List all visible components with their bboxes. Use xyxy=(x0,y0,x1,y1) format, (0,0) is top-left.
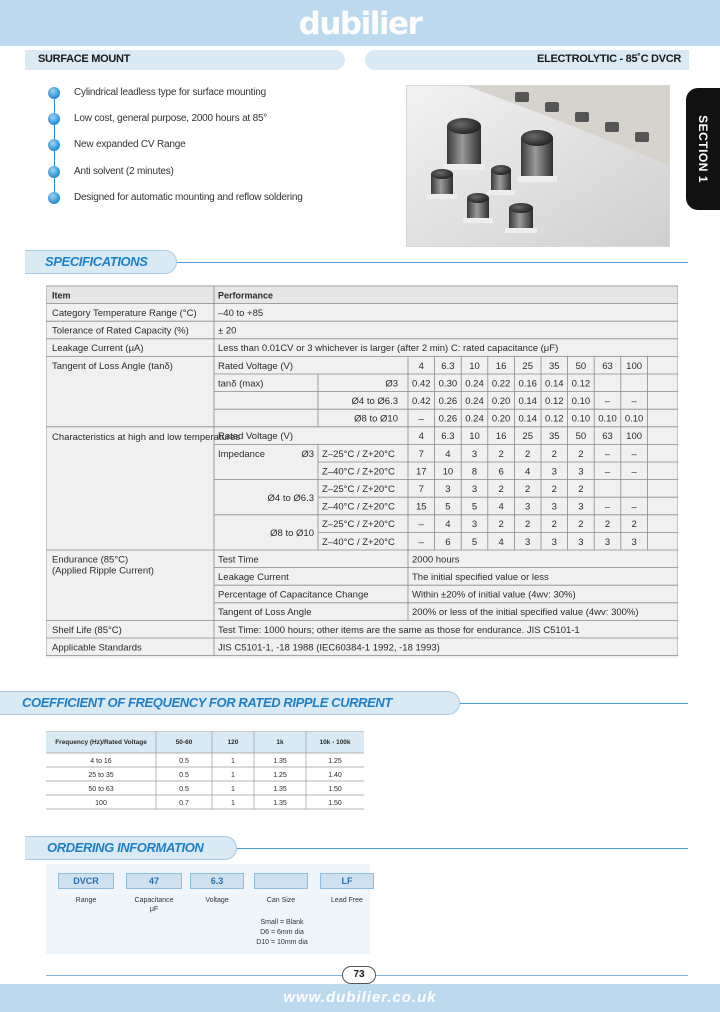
impedance-value: – xyxy=(631,466,637,478)
row-label: Leakage Current (μA) xyxy=(52,343,144,355)
row-label: Tangent of Loss Angle (tanδ) xyxy=(52,360,173,372)
freq-cell: 25 to 35 xyxy=(88,772,114,779)
footer-url: www.dubilier.co.uk xyxy=(283,989,437,1006)
header-right-tab xyxy=(365,50,689,70)
feature-text: New expanded CV Range xyxy=(74,139,186,151)
impedance-value: – xyxy=(604,501,611,513)
freq-header-cell: Frequency (Hz)/Rated Voltage xyxy=(55,739,147,746)
case-size: Ø8 to Ø10 xyxy=(354,413,398,425)
impedance-ratio: Z–40°C / Z+20°C xyxy=(322,466,395,478)
endurance-value: 200% or less of the initial specified value (4wv: 300%) xyxy=(412,607,639,619)
freq-cell: 1.35 xyxy=(273,800,287,807)
impedance-value: 3 xyxy=(551,536,557,548)
feature-item xyxy=(48,84,348,110)
voltage-value: 35 xyxy=(549,360,560,372)
row-label: Impedance xyxy=(218,448,266,460)
voltage-value: 25 xyxy=(522,360,533,372)
endurance-label: Percentage of Capacitance Change xyxy=(218,589,369,601)
freq-cell: 1.25 xyxy=(328,758,342,765)
row-value: Test Time: 1000 hours; other items are the same as those for endurance. JIS C5101-1 xyxy=(218,624,580,636)
impedance-ratio: Z–25°C / Z+20°C xyxy=(322,519,395,531)
frequency-table xyxy=(46,731,364,811)
row-label: Characteristics at high and low temperatures xyxy=(52,432,240,444)
impedance-value: 3 xyxy=(578,466,584,478)
impedance-value: 5 xyxy=(471,536,478,548)
tan-value: – xyxy=(631,396,637,407)
impedance-value: 7 xyxy=(418,448,424,460)
freq-header-cell: 10k - 100k xyxy=(319,739,351,746)
impedance-value: 6 xyxy=(498,466,504,478)
bullet-icon xyxy=(48,87,60,99)
impedance-value: 7 xyxy=(418,484,424,495)
impedance-value: 2 xyxy=(631,519,637,531)
freq-cell: 100 xyxy=(95,800,107,807)
case-size: Ø3 xyxy=(385,378,398,390)
voltage-value: 4 xyxy=(418,431,424,443)
freq-cell: 0.5 xyxy=(179,772,189,779)
freq-cell: 0.5 xyxy=(179,786,189,793)
order-code-capacitance: 47 xyxy=(126,873,182,889)
tan-value: 0.12 xyxy=(571,378,591,390)
tan-value: 0.42 xyxy=(412,396,431,407)
can-size-note: D6 = 6mm dia xyxy=(260,929,304,936)
ordering-heading: ORDERING INFORMATION xyxy=(47,840,204,855)
heading-rule xyxy=(177,262,688,263)
frequency-heading-bar xyxy=(0,691,460,715)
impedance-value: 3 xyxy=(471,448,478,460)
tan-value: 0.20 xyxy=(491,413,511,425)
row-label: Category Temperature Range (°C) xyxy=(52,308,197,319)
impedance-value: 2 xyxy=(498,484,504,495)
order-code-voltage: 6.3 xyxy=(190,873,244,889)
endurance-value: 2000 hours xyxy=(412,554,460,566)
brand-logo: dubilier xyxy=(298,6,422,42)
impedance-ratio: Z–40°C / Z+20°C xyxy=(322,501,395,513)
frequency-table-grid xyxy=(46,731,364,811)
bullet-icon xyxy=(48,113,60,125)
tan-value: – xyxy=(418,413,424,425)
tan-value: 0.24 xyxy=(465,396,484,407)
impedance-value: 2 xyxy=(525,448,531,460)
impedance-value: 10 xyxy=(442,466,454,478)
feature-item xyxy=(48,189,348,215)
impedance-value: 3 xyxy=(631,536,637,548)
impedance-value: – xyxy=(418,536,424,548)
category-label: SURFACE MOUNT xyxy=(38,53,131,65)
order-caption-range: Range xyxy=(75,897,97,904)
row-label: Applicable Standards xyxy=(52,642,142,654)
impedance-value: 2 xyxy=(551,484,557,495)
voltage-value: 100 xyxy=(626,431,643,443)
section-tab-label: SECTION 1 xyxy=(696,115,710,183)
impedance-value: 3 xyxy=(525,536,531,548)
product-label: ELECTROLYTIC - 85˚C DVCR xyxy=(537,53,681,65)
freq-cell: 1 xyxy=(231,758,235,765)
tan-value: 0.30 xyxy=(438,378,458,390)
voltage-value: 50 xyxy=(575,360,587,372)
impedance-value: 2 xyxy=(604,519,611,531)
impedance-value: – xyxy=(604,466,611,478)
bullet-icon xyxy=(48,192,60,204)
freq-cell: 1.35 xyxy=(273,758,287,765)
impedance-value: 15 xyxy=(416,501,427,513)
freq-cell: 1.25 xyxy=(273,772,287,779)
tan-value: 0.14 xyxy=(518,396,537,407)
impedance-value: 3 xyxy=(551,501,557,513)
freq-cell: 1.50 xyxy=(328,786,342,793)
row-value: JIS C5101-1, -18 1988 (IEC60384-1 1992, -18 1993) xyxy=(218,642,440,654)
feature-item xyxy=(48,136,348,162)
endurance-value: Within ±20% of initial value (4wv: 30%) xyxy=(412,589,576,601)
heading-rule xyxy=(460,703,688,704)
feature-text: Cylindrical leadless type for surface mounting xyxy=(74,87,267,98)
tan-value: 0.24 xyxy=(465,378,484,390)
voltage-value: 25 xyxy=(522,431,533,443)
table-header-background xyxy=(46,286,678,304)
impedance-value: 2 xyxy=(578,448,584,460)
voltage-value: 6.3 xyxy=(441,431,455,443)
freq-cell: 1.50 xyxy=(328,800,342,807)
order-caption-capacitance: Capacitance μF xyxy=(134,897,174,913)
tan-value: 0.24 xyxy=(465,413,484,425)
tan-value: 0.10 xyxy=(624,413,644,425)
freq-cell: 50 to 63 xyxy=(88,786,114,793)
tan-value: 0.12 xyxy=(545,413,564,425)
row-label: Rated Voltage (V) xyxy=(218,431,293,443)
impedance-value: 3 xyxy=(525,501,531,513)
impedance-value: 2 xyxy=(551,519,557,531)
row-label: Tolerance of Rated Capacity (%) xyxy=(52,325,189,337)
freq-cell: 1 xyxy=(231,772,235,779)
header-bar xyxy=(25,50,689,70)
tan-value: 0.10 xyxy=(598,413,617,425)
impedance-value: – xyxy=(631,501,637,513)
specifications-table-grid xyxy=(46,285,678,658)
impedance-value: 5 xyxy=(445,501,451,513)
tan-value: 0.16 xyxy=(518,378,537,390)
impedance-value: 2 xyxy=(551,448,557,460)
impedance-value: 3 xyxy=(445,484,451,495)
row-value: Less than 0.01CV or 3 whichever is larger (after 2 min) C: rated capacitance (μF) xyxy=(218,343,559,355)
voltage-value: 6.3 xyxy=(441,360,455,372)
tan-value: 0.14 xyxy=(518,413,537,425)
header-left-tab xyxy=(25,50,345,70)
feature-text: Anti solvent (2 minutes) xyxy=(74,165,174,177)
endurance-label: Leakage Current xyxy=(218,572,289,583)
freq-cell: 1 xyxy=(231,786,235,793)
tan-value: 0.12 xyxy=(545,396,564,407)
case-size: Ø3 xyxy=(301,448,314,460)
heading-rule xyxy=(237,848,688,849)
can-size-note: Small = Blank xyxy=(260,919,304,926)
tan-value: 0.26 xyxy=(438,413,458,425)
freq-cell: 0.5 xyxy=(179,758,189,765)
section-tab xyxy=(686,88,720,210)
feature-text: Designed for automatic mounting and reflow soldering xyxy=(74,191,303,203)
tan-value: 0.42 xyxy=(412,378,431,390)
feature-text: Low cost, general purpose, 2000 hours at 85° xyxy=(74,113,268,125)
row-label: Endurance (85°C) xyxy=(52,554,129,566)
tan-value: – xyxy=(604,396,611,407)
freq-header-cell: 50-60 xyxy=(175,739,193,746)
impedance-value: 3 xyxy=(551,466,557,478)
impedance-ratio: Z–25°C / Z+20°C xyxy=(322,484,395,495)
freq-header-cell: 1k xyxy=(276,739,284,746)
order-code-can-size xyxy=(254,873,308,889)
product-photo xyxy=(406,85,670,247)
specifications-heading: SPECIFICATIONS xyxy=(45,254,148,269)
impedance-value: – xyxy=(604,448,611,460)
order-caption-voltage: Voltage xyxy=(205,897,229,904)
tan-value: 0.14 xyxy=(545,378,564,390)
voltage-value: 35 xyxy=(549,431,560,443)
voltage-value: 10 xyxy=(469,431,480,443)
impedance-value: – xyxy=(631,448,637,460)
case-size: Ø4 to Ø6.3 xyxy=(351,396,398,407)
tan-value: 0.10 xyxy=(571,413,591,425)
impedance-value: 2 xyxy=(498,448,504,460)
impedance-value: 4 xyxy=(525,466,531,478)
impedance-value: – xyxy=(418,519,424,531)
order-code-range: DVCR xyxy=(58,873,114,889)
case-size: Ø8 to Ø10 xyxy=(270,528,314,540)
endurance-label: Test Time xyxy=(218,554,259,566)
feature-list xyxy=(48,84,348,215)
freq-cell: 1.40 xyxy=(328,772,342,779)
row-value: ± 20 xyxy=(218,325,237,337)
tan-value: 0.26 xyxy=(438,396,458,407)
impedance-ratio: Z–40°C / Z+20°C xyxy=(322,536,395,548)
freq-header-cell: 120 xyxy=(227,739,239,746)
impedance-value: 4 xyxy=(498,536,504,548)
voltage-value: 10 xyxy=(469,360,480,372)
voltage-value: 63 xyxy=(602,360,613,372)
page-number: 73 xyxy=(342,966,376,984)
voltage-value: 16 xyxy=(495,431,507,443)
can-size-note: D10 = 10mm dia xyxy=(256,939,308,946)
impedance-value: 5 xyxy=(471,501,478,513)
row-label: tanδ (max) xyxy=(218,378,264,390)
header-item: Item xyxy=(52,290,71,301)
ordering-heading-bar xyxy=(25,836,237,860)
bullet-icon xyxy=(48,166,60,178)
voltage-value: 63 xyxy=(602,431,613,443)
impedance-value: 8 xyxy=(471,466,478,478)
freq-cell: 1.35 xyxy=(273,786,287,793)
freq-cell: 1 xyxy=(231,800,235,807)
impedance-value: 2 xyxy=(525,484,531,495)
order-code-lead-free: LF xyxy=(320,873,374,889)
freq-cell: 4 to 16 xyxy=(90,758,112,765)
impedance-value: 2 xyxy=(498,519,504,531)
impedance-ratio: Z–25°C / Z+20°C xyxy=(322,448,395,460)
specifications-table xyxy=(46,285,678,658)
case-size: Ø4 to Ø6.3 xyxy=(267,493,314,504)
impedance-value: 4 xyxy=(445,448,451,460)
impedance-value: 3 xyxy=(471,484,478,495)
row-label: (Applied Ripple Current) xyxy=(52,565,154,577)
row-label: Shelf Life (85°C) xyxy=(52,624,122,636)
voltage-value: 4 xyxy=(418,360,424,372)
impedance-value: 17 xyxy=(416,466,427,478)
impedance-value: 3 xyxy=(471,519,478,531)
specifications-heading-bar xyxy=(25,250,177,274)
impedance-value: 3 xyxy=(604,536,611,548)
impedance-value: 2 xyxy=(525,519,531,531)
freq-cell: 0.7 xyxy=(179,800,189,807)
tan-value: 0.10 xyxy=(571,396,591,407)
header-performance: Performance xyxy=(218,290,274,301)
order-caption-can-size: Can Size xyxy=(266,897,296,904)
endurance-value: The initial specified value or less xyxy=(412,572,549,583)
voltage-value: 16 xyxy=(495,360,507,372)
tan-value: 0.20 xyxy=(491,396,511,407)
frequency-heading: COEFFICIENT OF FREQUENCY FOR RATED RIPPLE CURRENT xyxy=(22,695,392,710)
impedance-value: 3 xyxy=(578,501,584,513)
bullet-icon xyxy=(48,139,60,151)
impedance-value: 2 xyxy=(578,519,584,531)
feature-item xyxy=(48,110,348,136)
impedance-value: 2 xyxy=(578,484,584,495)
row-label: Rated Voltage (V) xyxy=(218,360,293,372)
voltage-value: 100 xyxy=(626,360,643,372)
row-value: –40 to +85 xyxy=(218,308,264,319)
capacitor-photo-illustration xyxy=(407,86,670,247)
endurance-label: Tangent of Loss Angle xyxy=(218,607,312,619)
tan-value: 0.22 xyxy=(491,378,511,390)
feature-item xyxy=(48,163,348,189)
impedance-value: 4 xyxy=(445,519,451,531)
impedance-value: 4 xyxy=(498,501,504,513)
impedance-value: 3 xyxy=(578,536,584,548)
impedance-value: 6 xyxy=(445,536,451,548)
order-caption-lead-free: Lead Free xyxy=(331,897,363,904)
voltage-value: 50 xyxy=(575,431,587,443)
